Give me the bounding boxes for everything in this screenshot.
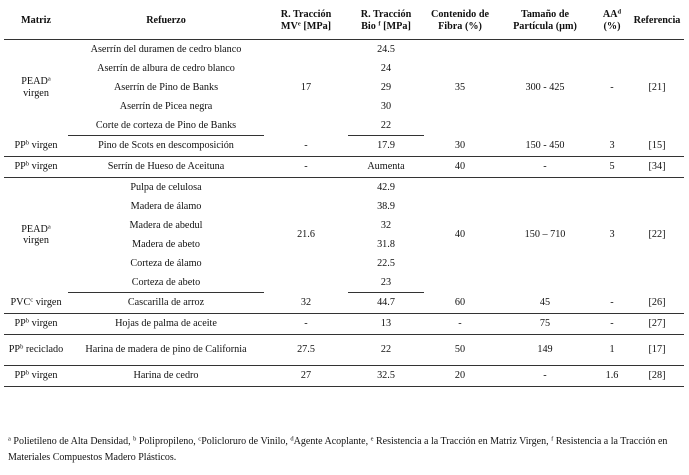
cell-rt-bio: 42.9 [377,181,395,193]
cell-fibra: 60 [424,293,496,314]
cell-matriz [4,366,68,387]
cell-tamano: 45 [496,293,594,314]
table-row [4,40,684,60]
cell-matriz [4,293,68,314]
header-tamano: Tamaño de Partícula (µm) [496,3,594,40]
table-body [4,40,684,387]
cell-rt-bio: 32.5 [348,366,424,387]
header-rt-bio: R. Tracción Bio $^f$ [MPa] [348,3,424,40]
cell-refuerzo: Aserrín de Picea negra [119,100,213,112]
cell-matriz [4,178,68,293]
cell-rt-bio: 32 [380,219,392,231]
cell-rt-bio: Aumenta [348,157,424,178]
cell-refuerzo: Harina de cedro [68,366,264,387]
cell-rt-bio: 44.7 [348,293,424,314]
cell-fibra: 20 [424,366,496,387]
cell-aa: 3 [594,136,630,157]
cell-referencia: [26] [630,293,684,314]
table-row [4,366,684,387]
cell-refuerzo: Aserrín de albura de cedro blanco [97,62,235,74]
header-rt-mv: R. Tracción MVe [MPa] [264,3,348,40]
cell-fibra: - [424,314,496,335]
cell-rt-mv: - [264,157,348,178]
cell-tamano: 300 - 425 [525,81,565,93]
cell-referencia: [15] [630,136,684,157]
matriz-footnote-mark: b [25,160,30,168]
cell-rt-mv: 21.6 [297,229,315,241]
cell-rt-mv: 27 [264,366,348,387]
matriz-name: PP [8,344,21,356]
cell-refuerzo: Cascarilla de arroz [68,293,264,314]
matriz-name: PP [14,318,26,330]
cell-tamano: 150 – 710 [524,229,566,241]
cell-matriz [4,314,68,335]
cell-matriz [4,335,68,366]
matriz-name: PEAD [21,223,48,235]
matriz-footnote-mark: b [20,343,24,351]
footnote-mark: b [133,435,137,443]
cell-fibra: 50 [424,335,496,366]
footnote-text: Resistencia a la Tracción en Matriz Virgen, [373,436,552,447]
cell-aa: 3 [609,229,615,241]
cell-rt-bio: 23 [348,273,424,293]
cell-refuerzo: Aserrín del duramen de cedro blanco [90,43,242,55]
matriz-name: PP [14,161,26,173]
cell-refuerzo: Pulpa de celulosa [130,181,202,193]
cell-matriz [4,40,68,136]
cell-fibra: 35 [454,81,466,93]
cell-aa: 5 [594,157,630,178]
table-header-row [4,3,684,40]
cell-referencia: [28] [630,366,684,387]
cell-aa: 1 [594,335,630,366]
matriz-footnote-mark: c [30,296,34,304]
cell-rt-mv: 17 [300,81,312,93]
matriz-name: PEAD [21,76,48,88]
table-row [4,136,684,157]
table-row [4,293,684,314]
footnote-text: Agente Acoplante, [293,436,371,447]
header-fibra: Contenido de Fibra (%) [424,3,496,40]
cell-rt-bio: 17.9 [348,136,424,157]
matriz-qualifier: virgen [23,87,49,99]
cell-rt-bio: 30 [380,100,392,112]
cell-matriz [4,136,68,157]
cell-rt-mv: - [264,314,348,335]
cell-referencia: [21] [648,81,666,93]
matriz-footnote-mark: a [47,223,51,231]
cell-rt-bio: 24 [380,62,392,74]
cell-rt-bio: 24.5 [377,43,395,55]
table-footnote [8,434,684,466]
matriz-footnote-mark: b [25,317,30,325]
footnote-mark: f [551,435,554,443]
footnote-mark: a [8,435,11,443]
cell-tamano: - [496,366,594,387]
footnote-text: Policloruro de Vinilo, [201,436,291,447]
cell-tamano: - [496,157,594,178]
cell-refuerzo: Harina de madera de pino de California [68,335,264,366]
cell-aa: - [610,81,614,93]
cell-rt-bio: 22 [348,335,424,366]
cell-rt-bio: 22.5 [377,257,395,269]
header-refuerzo: Refuerzo [68,3,264,40]
cell-rt-mv: 27.5 [264,335,348,366]
matriz-footnote-mark: b [25,139,30,147]
cell-refuerzo: Corteza de álamo [130,257,202,269]
footnote-mark: d [290,435,294,443]
cell-referencia: [27] [630,314,684,335]
matriz-qualifier: virgen [29,139,58,151]
matriz-name: PP [14,139,26,151]
matriz-footnote-mark: b [25,369,30,377]
cell-rt-mv: 32 [264,293,348,314]
cell-aa: - [594,314,630,335]
cell-tamano: 150 - 450 [496,136,594,157]
header-matriz: Matriz [4,3,68,40]
header-referencia: Referencia [630,3,684,40]
footnote-text: Polietileno de Alta Densidad, [10,436,134,447]
cell-rt-bio: 38.9 [377,200,395,212]
matriz-qualifier: virgen [29,318,58,330]
header-aa: $AA^d$ (%) [594,3,630,40]
cell-fibra: 40 [454,229,466,241]
cell-tamano: 149 [496,335,594,366]
cell-rt-bio: 29 [380,81,392,93]
footnote-text: Polipropileno, [136,436,199,447]
cell-aa: - [594,293,630,314]
matriz-qualifier: virgen [23,235,49,247]
footnote-mark: e [370,435,374,443]
table-row [4,335,684,366]
cell-fibra: 30 [424,136,496,157]
cell-rt-bio: 31.8 [377,238,395,250]
cell-rt-bio: 13 [348,314,424,335]
matriz-qualifier: virgen [33,296,62,308]
cell-refuerzo: Madera de álamo [130,200,202,212]
cell-refuerzo: Madera de abeto [132,238,200,250]
cell-referencia: [34] [630,157,684,178]
cell-referencia: [17] [630,335,684,366]
table-row [4,314,684,335]
cell-rt-bio: 22 [348,116,424,136]
matriz-qualifier: reciclado [23,344,64,356]
composites-table [4,3,684,387]
cell-refuerzo: Pino de Scots en descomposición [68,136,264,157]
table-row [4,157,684,178]
table-row [4,178,684,198]
cell-refuerzo: Corte de corteza de Pino de Banks [68,116,264,136]
footnote-mark: c [198,435,202,443]
cell-refuerzo: Hojas de palma de aceite [68,314,264,335]
cell-fibra: 40 [424,157,496,178]
matriz-name: PVC [10,296,31,308]
cell-refuerzo: Serrín de Hueso de Aceituna [68,157,264,178]
matriz-name: PP [14,370,26,382]
cell-matriz [4,157,68,178]
matriz-footnote-mark: a [47,75,51,83]
cell-refuerzo: Corteza de abeto [68,273,264,293]
cell-rt-mv: - [264,136,348,157]
matriz-qualifier: virgen [29,161,58,173]
cell-tamano: 75 [496,314,594,335]
cell-aa: 1.6 [594,366,630,387]
cell-refuerzo: Madera de abedul [129,219,203,231]
cell-refuerzo: Aserrín de Pino de Banks [113,81,219,93]
matriz-qualifier: virgen [29,370,58,382]
cell-referencia: [22] [648,229,666,241]
footnote-text: Resistencia a la Tracción en Materiales Compuestos Madero Plásticos. [8,436,668,463]
